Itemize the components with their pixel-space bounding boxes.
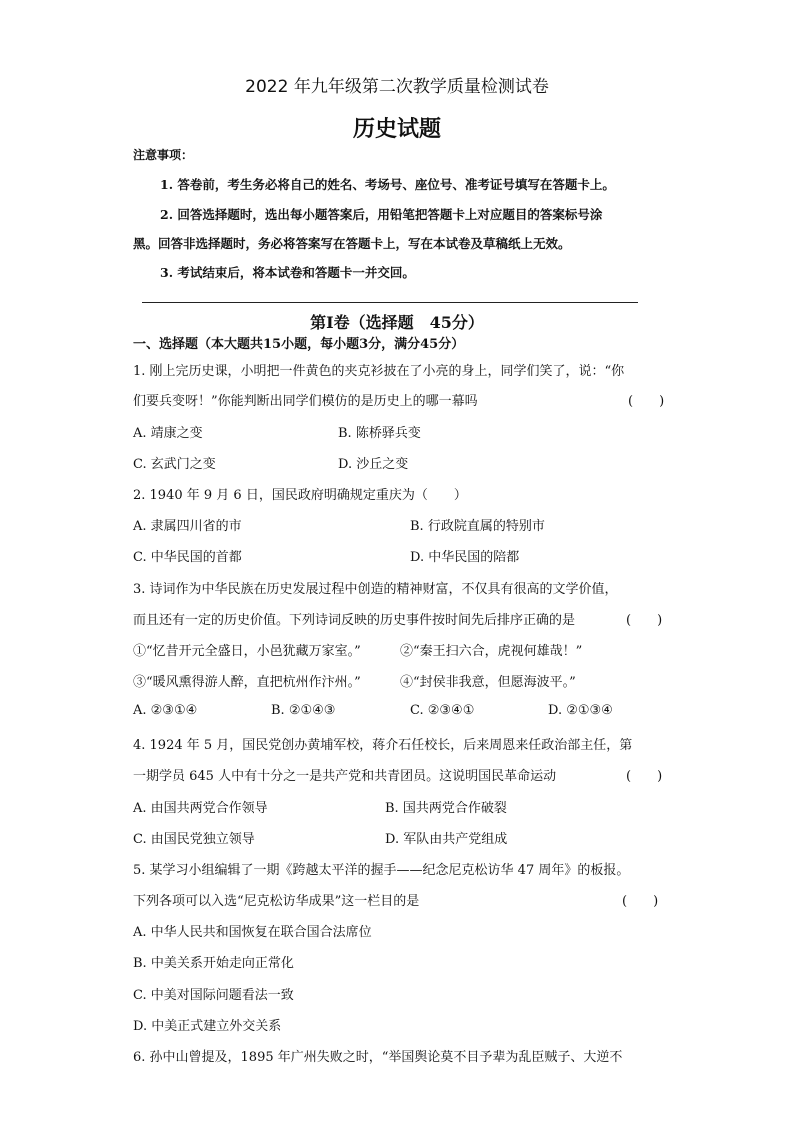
q3-answer-blank: ( )	[626, 613, 663, 628]
q4-option-d: D. 军队由共产党组成	[385, 832, 508, 847]
notice-heading: 注意事项：	[133, 148, 194, 162]
q1-stem-line2: 们要兵变呀！”你能判断出同学们模仿的是历史上的哪一幕吗	[133, 394, 478, 409]
q3-option-b: B. ②①④③	[271, 703, 336, 718]
q2-option-b: B. 行政院直属的特别市	[410, 519, 545, 534]
q1-option-a: A. 靖康之变	[133, 426, 203, 441]
q3-poem-3: ③“暖风熏得游人醉，直把杭州作汴州。”	[133, 675, 361, 690]
q4-option-b: B. 国共两党合作破裂	[385, 801, 507, 816]
q2-option-c: C. 中华民国的首都	[133, 550, 242, 565]
q1-stem-line1: 1. 刚上完历史课，小明把一件黄色的夹克衫披在了小亮的身上，同学们笑了，说：“你	[133, 364, 625, 379]
q3-poem-2: ②“秦王扫六合，虎视何雄哉！”	[400, 644, 583, 659]
q4-option-a: A. 由国共两党合作领导	[133, 801, 268, 816]
notice-item-1: 1. 答卷前，考生务必将自己的姓名、考场号、座位号、准考证号填写在答题卡上。	[160, 177, 615, 192]
q5-option-d: D. 中美正式建立外交关系	[133, 1019, 282, 1034]
q3-option-c: C. ②③④①	[410, 703, 475, 718]
q4-stem-line2: 一期学员 645 人中有十分之一是共产党和共青团员。这说明国民革命运动	[133, 769, 557, 784]
divider-line	[142, 302, 638, 303]
q5-stem-line1: 5. 某学习小组编辑了一期《跨越太平洋的握手——纪念尼克松访华 47 周年》的板报。	[133, 863, 630, 878]
q2-option-a: A. 隶属四川省的市	[133, 519, 242, 534]
q3-stem-line1: 3. 诗词作为中华民族在历史发展过程中创造的精神财富，不仅具有很高的文学价值，	[133, 582, 618, 597]
exam-title: 2022 年九年级第二次教学质量检测试卷	[245, 77, 549, 97]
q5-option-c: C. 中美对国际问题看法一致	[133, 988, 294, 1003]
q2-option-d: D. 中华民国的陪都	[410, 550, 520, 565]
notice-item-2: 2. 回答选择题时，选出每小题答案后，用铅笔把答题卡上对应题目的答案标号涂	[160, 207, 603, 222]
q4-stem-line1: 4. 1924 年 5 月，国民党创办黄埔军校，蒋介石任校长，后来周恩来任政治部主任，第	[133, 738, 633, 753]
q4-answer-blank: ( )	[626, 769, 663, 784]
q4-option-c: C. 由国民党独立领导	[133, 832, 255, 847]
q2-stem: 2. 1940 年 9 月 6 日，国民政府明确规定重庆为（ ）	[133, 488, 467, 503]
q3-poem-1: ①“忆昔开元全盛日，小邑犹藏万家室。”	[133, 644, 361, 659]
notice-item-2-cont: 黑。回答非选择题时，务必将答案写在答题卡上，写在本试卷及草稿纸上无效。	[133, 236, 571, 251]
section-title: 第Ⅰ卷（选择题 45分）	[310, 313, 484, 332]
q5-stem-line2: 下列各项可以入选“尼克松访华成果”这一栏目的是	[133, 894, 420, 909]
q3-poem-4: ④“封侯非我意，但愿海波平。”	[400, 675, 576, 690]
q3-option-d: D. ②①③④	[548, 703, 613, 718]
q5-option-a: A. 中华人民共和国恢复在联合国合法席位	[133, 925, 372, 940]
q3-option-a: A. ②③①④	[133, 703, 198, 718]
q1-option-b: B. 陈桥驿兵变	[338, 426, 421, 441]
q1-option-d: D. 沙丘之变	[338, 457, 409, 472]
q5-answer-blank: ( )	[622, 894, 659, 909]
q1-answer-blank: ( )	[628, 394, 665, 409]
subject-title: 历史试题	[352, 117, 441, 142]
q3-stem-line2: 而且还有一定的历史价值。下列诗词反映的历史事件按时间先后排序正确的是	[133, 613, 576, 628]
q1-option-c: C. 玄武门之变	[133, 457, 216, 472]
part-heading: 一、选择题（本大题共15小题，每小题3分，满分45分）	[133, 337, 465, 352]
q6-stem-line1: 6. 孙中山曾提及，1895 年广州失败之时，“举国舆论莫不目予辈为乱臣贼子、大逆不	[133, 1050, 623, 1065]
q5-option-b: B. 中美关系开始走向正常化	[133, 956, 294, 971]
notice-item-3: 3. 考试结束后，将本试卷和答题卡一并交回。	[160, 265, 415, 280]
